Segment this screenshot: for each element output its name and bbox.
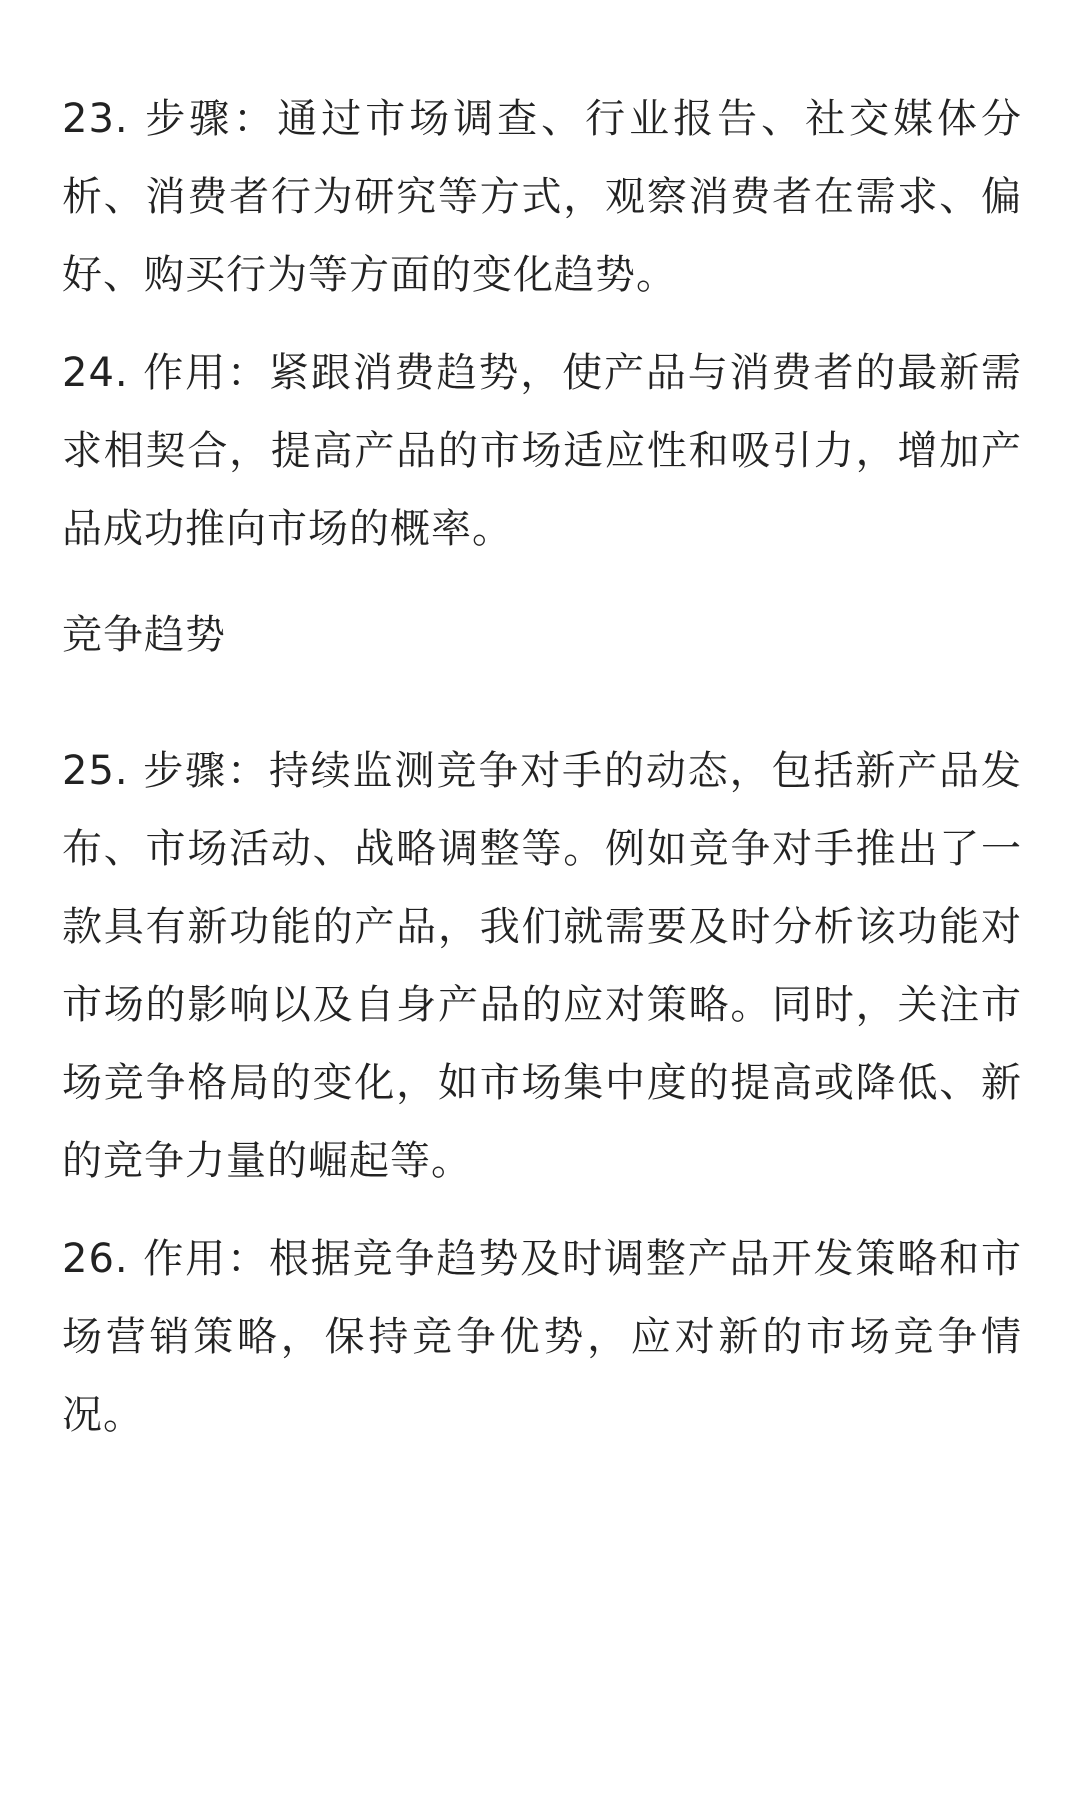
section-heading-competition-trend: 竞争趋势 [62,612,226,658]
paragraph-25-steps: 25. 步骤：持续监测竞争对手的动态，包括新产品发布、市场活动、战略调整等。例如竞争对手推出了一款具有新功能的产品，我们就需要及时分析该功能对市场的影响以及自身产品的应对策略。同时，关注市场竞争格局的变化，如市场集中度的提高或降低、新的竞争力量的崛起等。 [62,748,1022,1184]
paragraph-26-effect: 26. 作用：根据竞争趋势及时调整产品开发策略和市场营销策略，保持竞争优势，应对新的市场竞争情况。 [62,1236,1022,1438]
paragraph-24-effect: 24. 作用：紧跟消费趋势，使产品与消费者的最新需求相契合，提高产品的市场适应性和吸引力，增加产品成功推向市场的概率。 [62,350,1022,552]
paragraph-23-steps: 23. 步骤：通过市场调查、行业报告、社交媒体分析、消费者行为研究等方式，观察消费者在需求、偏好、购买行为等方面的变化趋势。 [62,96,1022,298]
article-body [62,80,1022,1474]
